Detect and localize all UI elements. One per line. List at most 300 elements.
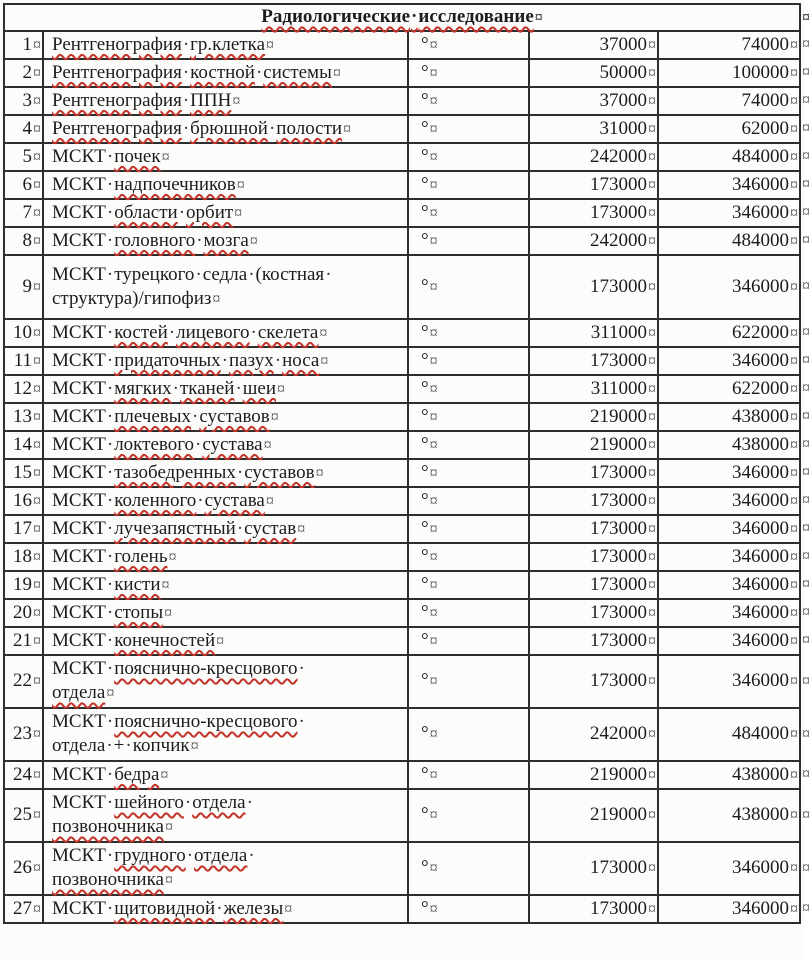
cell-end-mark: ¤ [790,726,799,743]
cell-end-mark: ¤ [33,352,41,370]
degree-cell [408,347,529,375]
row-number: 2 [22,61,32,83]
price-double-cell [658,487,810,515]
cell-end-mark: ¤ [164,604,173,622]
cell-end-mark: ¤ [790,436,799,454]
degree-cell [408,59,529,87]
row-number-cell [4,627,43,655]
cell-end-mark: ¤ [429,148,438,166]
table-row [4,143,800,171]
misspelled-word: бедра [114,763,160,785]
cell-end-mark: ¤ [648,324,656,342]
misspelled-word: лицевого [176,321,250,343]
price-single-value: 242000 [590,145,647,167]
cell-end-mark: ¤ [790,632,799,650]
word: (костная [255,263,325,285]
space-dot-mark: · [106,433,114,455]
price-single-cell [529,599,658,627]
price-single-value: 242000 [590,229,647,251]
procedure-name-cell [43,895,408,923]
space-dot-mark: · [106,145,114,167]
cell-end-mark: ¤ [648,352,656,370]
price-single-value: 173000 [590,629,647,651]
price-single-value: 173000 [590,517,647,539]
degree-mark: ° [421,173,429,195]
cell-end-mark: ¤ [33,632,41,650]
cell-end-mark: ¤ [429,232,438,250]
space-dot-mark: · [184,792,192,813]
cell-end-mark: ¤ [429,900,438,918]
price-single-value: 173000 [590,275,647,297]
space-dot-mark: · [182,117,190,139]
price-double-value: 346000 [732,897,790,919]
misspelled-word: шейного [114,792,184,813]
cell-end-mark: ¤ [332,64,341,82]
degree-mark: ° [421,601,429,623]
misspelled-word: щитовидной [114,897,216,919]
price-single-cell [529,115,658,143]
price-single-cell [529,227,658,255]
table-row [4,543,800,571]
table-row [4,599,800,627]
space-dot-mark: · [248,845,255,866]
space-dot-mark: · [298,711,305,732]
cell-end-mark: ¤ [790,204,799,222]
degree-cell [408,842,529,895]
misspelled-word: Рентгенография [52,89,182,111]
cell-end-mark: ¤ [790,900,799,918]
price-single-cell [529,842,658,895]
word: МСКТ [52,845,106,866]
price-double-value: 74000 [741,89,790,111]
word: МСКТ [52,545,106,567]
cell-end-mark: ¤ [263,436,272,454]
space-dot-mark: · [274,349,282,371]
row-end-mark: ¤ [802,278,810,295]
price-double-cell [658,431,810,459]
price-single-value: 219000 [590,804,647,825]
row-number: 4 [22,117,32,139]
row-number-cell [4,143,43,171]
space-dot-mark: · [106,792,114,813]
space-dot-mark: · [197,489,204,511]
row-number-cell [4,487,43,515]
price-single-cell [529,255,658,319]
row-number-cell [4,459,43,487]
price-single-value: 173000 [590,601,647,623]
misspelled-word: отдела [52,682,106,703]
cell-end-mark: ¤ [648,176,656,194]
misspelled-word: тканей [179,377,235,399]
misspelled-word: отдела [192,792,246,813]
word: МСКТ [52,601,106,623]
degree-cell [408,543,529,571]
space-dot-mark: · [236,517,244,539]
row-number-cell [4,543,43,571]
cell-end-mark: ¤ [33,548,41,566]
row-end-mark: ¤ [802,436,810,453]
price-double-cell [658,227,810,255]
row-end-mark: ¤ [802,900,810,917]
price-double-cell [658,842,810,895]
row-number: 23 [13,723,32,744]
table-row [4,571,800,599]
cell-end-mark: ¤ [33,492,41,510]
cell-end-mark: ¤ [266,36,275,54]
space-dot-mark: · [106,763,114,785]
degree-mark: ° [421,433,429,455]
space-dot-mark: · [168,321,176,343]
price-single-value: 31000 [599,117,647,139]
cell-end-mark: ¤ [429,860,438,877]
price-double-value: 346000 [732,573,790,595]
degree-mark: ° [421,804,429,825]
degree-mark: ° [421,573,429,595]
misspelled-word: стопы [114,601,164,623]
row-number: 7 [22,201,32,223]
table-row [4,459,800,487]
cell-end-mark: ¤ [429,576,438,594]
word: + [113,735,125,756]
degree-mark: ° [421,857,429,878]
word: МСКТ [52,489,106,511]
procedure-name-cell [43,599,408,627]
cell-end-mark: ¤ [212,290,221,308]
word: МСКТ [52,201,106,223]
cell-end-mark: ¤ [33,324,41,342]
table-row [4,627,800,655]
price-double-cell [658,375,810,403]
cell-end-mark: ¤ [790,324,799,342]
cell-end-mark: ¤ [790,492,799,510]
procedure-name-cell [43,143,408,171]
procedure-name-cell [43,255,408,319]
row-number: 20 [13,601,32,623]
cell-end-mark: ¤ [790,807,799,824]
row-number-cell [4,227,43,255]
price-single-value: 173000 [590,573,647,595]
misspelled-word: позвоночника [52,869,164,890]
row-number-cell [4,375,43,403]
table-row [4,227,800,255]
space-dot-mark: · [106,845,114,866]
cell-end-mark: ¤ [277,380,285,398]
table-row [4,515,800,543]
row-number-cell [4,761,43,789]
price-double-cell [658,115,810,143]
row-number-cell [4,789,43,842]
procedure-name-cell [43,319,408,347]
price-single-cell [529,459,658,487]
price-single-cell [529,515,658,543]
table-row [4,895,800,923]
misspelled-word: суставов [199,405,270,427]
procedure-name-cell [43,227,408,255]
row-number: 11 [13,349,32,371]
table-row [4,255,800,319]
word: МСКТ [52,145,106,167]
word: МСКТ [52,711,106,732]
price-single-value: 173000 [590,545,647,567]
row-number: 1 [22,33,32,55]
cell-end-mark: ¤ [320,352,329,370]
cell-end-mark: ¤ [33,576,41,594]
degree-mark: ° [421,405,429,427]
table-row [4,431,800,459]
cell-end-mark: ¤ [33,860,41,877]
cell-end-mark: ¤ [164,872,173,889]
cell-end-mark: ¤ [160,766,169,784]
cell-end-mark: ¤ [648,726,656,743]
misspelled-word: костей [114,321,168,343]
space-dot-mark: · [411,6,418,27]
degree-mark: ° [421,201,429,223]
degree-cell [408,515,529,543]
cell-end-mark: ¤ [429,492,438,510]
space-dot-mark: · [298,658,305,679]
row-end-mark: ¤ [802,464,810,481]
price-single-cell [529,403,658,431]
price-double-cell [658,543,810,571]
degree-mark: ° [421,275,429,297]
price-single-cell [529,31,658,59]
degree-cell [408,171,529,199]
cell-end-mark: ¤ [790,278,799,296]
price-single-cell [529,375,658,403]
row-end-mark: ¤ [802,672,810,690]
word: МСКТ [52,461,106,483]
table-row [4,199,800,227]
row-number-cell [4,319,43,347]
row-number: 18 [13,545,32,567]
row-number-cell [4,431,43,459]
price-double-cell [658,459,810,487]
cell-end-mark: ¤ [790,408,799,426]
cell-end-mark: ¤ [790,120,799,138]
misspelled-word: мозга [203,229,249,251]
table-title-row [4,4,800,31]
degree-mark: ° [421,377,429,399]
price-double-value: 346000 [732,201,790,223]
space-dot-mark: · [195,263,202,285]
space-dot-mark: · [106,711,114,732]
procedure-name-cell [43,31,408,59]
cell-end-mark: ¤ [33,464,41,482]
degree-mark: ° [421,89,429,111]
space-dot-mark: · [235,377,242,399]
cell-end-mark: ¤ [790,673,799,690]
row-number-cell [4,515,43,543]
price-double-value: 346000 [732,601,790,623]
degree-cell [408,319,529,347]
word: МСКТ [52,405,106,427]
degree-cell [408,789,529,842]
misspelled-word: Рентгенография [52,61,182,83]
price-single-value: 37000 [599,89,647,111]
row-number: 12 [13,377,32,399]
row-end-mark: ¤ [802,604,810,621]
row-number: 17 [13,517,32,539]
price-double-cell [658,599,810,627]
cell-end-mark: ¤ [648,64,656,82]
row-end-mark: ¤ [802,204,810,221]
price-single-cell [529,895,658,923]
price-double-value: 100000 [732,61,790,83]
word: МСКТ [52,173,106,195]
space-dot-mark: · [106,263,114,285]
word: МСКТ [52,433,106,455]
price-double-value: 622000 [732,321,790,343]
price-single-value: 50000 [599,61,647,83]
price-double-cell [658,199,810,227]
cell-end-mark: ¤ [33,766,41,784]
row-number: 13 [13,405,32,427]
row-end-mark: ¤ [802,176,810,193]
procedure-name-cell [43,171,408,199]
radiology-price-table [3,3,810,924]
price-single-value: 173000 [590,897,647,919]
row-number-cell [4,171,43,199]
procedure-name-cell [43,708,408,761]
price-single-cell [529,789,658,842]
degree-cell [408,255,529,319]
row-end-mark: ¤ [802,8,810,26]
procedure-name-cell [43,627,408,655]
cell-end-mark: ¤ [33,120,41,138]
cell-end-mark: ¤ [33,36,41,54]
row-end-mark: ¤ [802,232,810,249]
cell-end-mark: ¤ [33,408,41,426]
space-dot-mark: · [106,489,114,511]
space-dot-mark: · [236,461,244,483]
misspelled-word: суставов [244,461,315,483]
misspelled-word: сустава [202,433,263,455]
row-number-cell [4,255,43,319]
row-number: 14 [13,433,32,455]
row-end-mark: ¤ [802,120,810,137]
cell-end-mark: ¤ [648,632,656,650]
procedure-name-cell [43,431,408,459]
price-double-cell [658,87,810,115]
word: МСКТ [52,629,106,651]
degree-cell [408,761,529,789]
price-single-cell [529,543,658,571]
procedure-name-cell [43,543,408,571]
table-title-cell [4,4,810,31]
cell-end-mark: ¤ [429,632,438,650]
price-single-value: 173000 [590,489,647,511]
misspelled-word: Рентгенография [52,117,182,139]
price-double-cell [658,708,810,761]
word: МСКТ [52,763,106,785]
space-dot-mark: · [195,433,202,455]
cell-end-mark: ¤ [648,436,656,454]
row-number: 9 [22,275,32,297]
price-double-value: 346000 [732,275,790,297]
row-number-cell [4,842,43,895]
cell-end-mark: ¤ [648,860,656,877]
misspelled-word: придаточных [114,349,221,371]
misspelled-word: надпочечников [114,173,236,195]
row-end-mark: ¤ [802,632,810,649]
cell-end-mark: ¤ [790,766,799,784]
degree-cell [408,403,529,431]
space-dot-mark: · [106,573,114,595]
misspelled-word: почек [114,145,161,167]
cell-end-mark: ¤ [234,204,243,222]
cell-end-mark: ¤ [284,900,293,918]
misspelled-word: сустав [244,517,297,539]
misspelled-word: области [114,201,178,223]
degree-mark: ° [421,229,429,251]
price-double-value: 346000 [732,670,790,691]
table-row [4,59,800,87]
misspelled-word: головного [114,229,196,251]
misspelled-word: шеи [242,377,276,399]
price-double-value: 74000 [741,33,790,55]
misspelled-word: носа [282,349,320,371]
procedure-name-cell [43,459,408,487]
space-dot-mark: · [106,461,114,483]
cell-end-mark: ¤ [265,492,274,510]
word: турецкого [114,263,195,285]
cell-end-mark: ¤ [33,900,41,918]
price-single-cell [529,571,658,599]
row-end-mark: ¤ [802,725,810,743]
misspelled-word: тазобедренных [114,461,236,483]
degree-cell [408,571,529,599]
price-double-cell [658,255,810,319]
cell-end-mark: ¤ [319,324,328,342]
cell-end-mark: ¤ [648,278,656,296]
degree-mark: ° [421,629,429,651]
misspelled-word: Рентгенография [52,33,182,55]
cell-end-mark: ¤ [534,9,543,26]
row-end-mark: ¤ [802,148,810,165]
space-dot-mark: · [325,263,332,285]
misspelled-word: конечностей [114,629,216,651]
cell-end-mark: ¤ [648,766,656,784]
procedure-name-cell [43,59,408,87]
procedure-name-cell [43,655,408,708]
misspelled-word: лучезапястный [114,517,236,539]
cell-end-mark: ¤ [648,576,656,594]
degree-mark: ° [421,517,429,539]
degree-mark: ° [421,61,429,83]
cell-end-mark: ¤ [648,673,656,690]
price-single-cell [529,199,658,227]
space-dot-mark: · [106,229,114,251]
cell-end-mark: ¤ [429,380,438,398]
cell-end-mark: ¤ [790,352,799,370]
table-row [4,403,800,431]
row-number: 19 [13,573,32,595]
space-dot-mark: · [182,61,190,83]
cell-end-mark: ¤ [648,900,656,918]
procedure-name-cell [43,115,408,143]
cell-end-mark: ¤ [343,120,352,138]
space-dot-mark: · [178,201,186,223]
misspelled-word: отдела [194,845,248,866]
cell-end-mark: ¤ [648,36,656,54]
row-end-mark: ¤ [802,352,810,369]
cell-end-mark: ¤ [429,120,438,138]
cell-end-mark: ¤ [315,464,324,482]
row-number: 15 [13,461,32,483]
table-row [4,842,800,895]
price-double-cell [658,761,810,789]
row-number: 8 [22,229,32,251]
